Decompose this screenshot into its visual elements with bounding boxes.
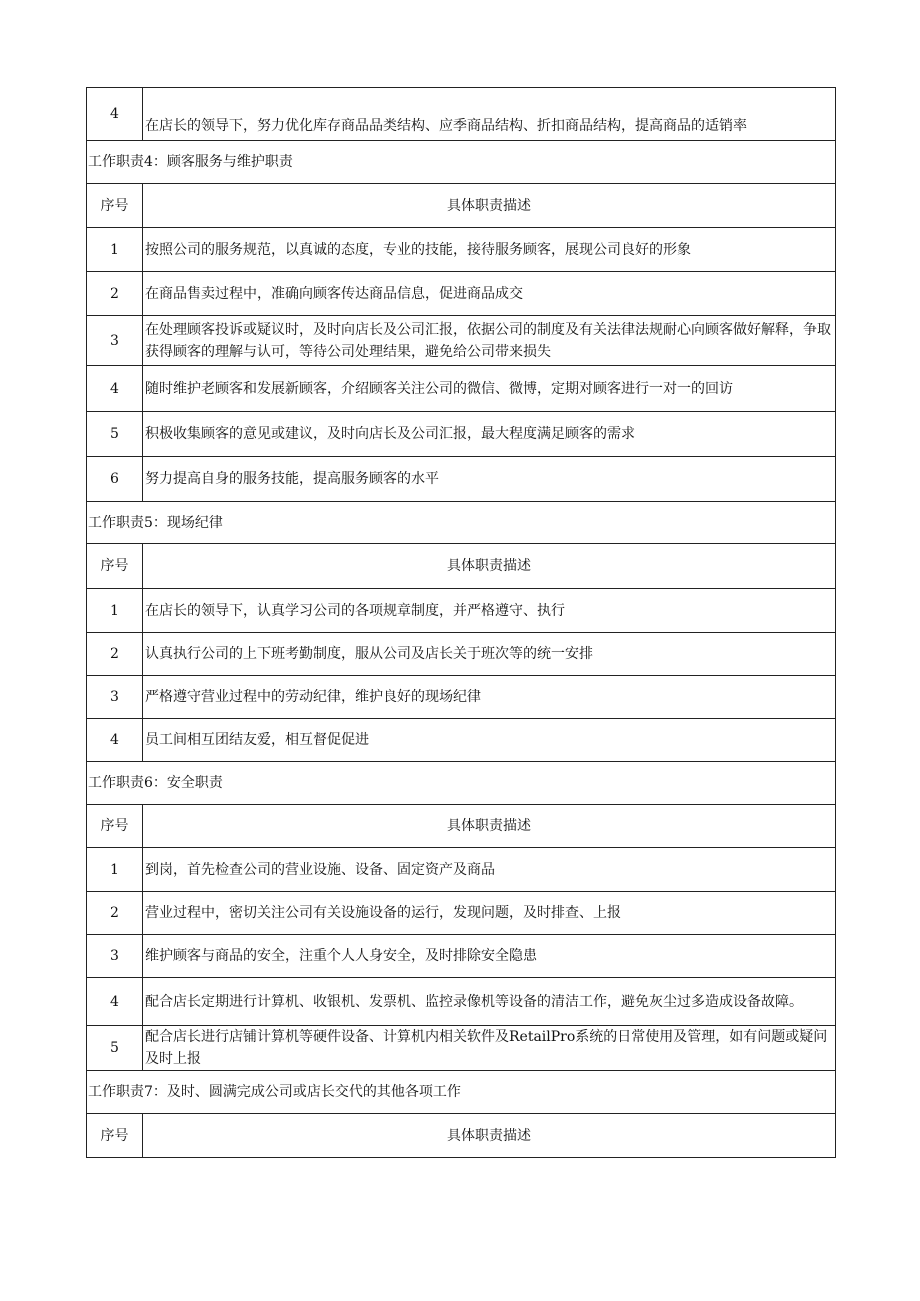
column-header-description: 具体职责描述 [143,805,836,848]
row-number: 2 [87,892,143,935]
table-row [87,272,836,316]
section-title-row [87,1071,836,1114]
row-number: 1 [87,589,143,633]
table-row [87,366,836,412]
row-number: 1 [87,228,143,272]
table-row [87,848,836,892]
duties-table-body [87,88,836,1158]
row-description: 随时维护老顾客和发展新顾客，介绍顾客关注公司的微信、微博，定期对顾客进行一对一的回访 [143,366,836,412]
column-header-description: 具体职责描述 [143,544,836,589]
table-row [87,228,836,272]
duties-table [86,87,836,1158]
row-number: 3 [87,676,143,719]
column-header-description: 具体职责描述 [143,184,836,228]
row-description: 认真执行公司的上下班考勤制度，服从公司及店长关于班次等的统一安排 [143,633,836,676]
row-description: 配合店长定期进行计算机、收银机、发票机、监控录像机等设备的清洁工作，避免灰尘过多造成设备故障。 [143,978,836,1026]
column-header-description: 具体职责描述 [143,1114,836,1158]
row-description: 努力提高自身的服务技能，提高服务顾客的水平 [143,457,836,502]
column-header-row [87,805,836,848]
table-row [87,589,836,633]
table-row [87,457,836,502]
row-number: 1 [87,848,143,892]
row-description: 在店长的领导下，认真学习公司的各项规章制度，并严格遵守、执行 [143,589,836,633]
row-description: 员工间相互团结友爱，相互督促促进 [143,719,836,762]
row-description: 配合店长进行店铺计算机等硬件设备、计算机内相关软件及RetailPro系统的日常使用及管理，如有问题或疑问及时上报 [143,1026,836,1071]
row-number: 4 [87,88,143,141]
row-number: 3 [87,935,143,978]
row-number: 5 [87,1026,143,1071]
section-title-row [87,502,836,544]
table-row [87,978,836,1026]
section-title: 工作职责6：安全职责 [87,762,836,805]
row-description: 维护顾客与商品的安全，注重个人人身安全，及时排除安全隐患 [143,935,836,978]
row-number: 4 [87,719,143,762]
column-header-number: 序号 [87,805,143,848]
row-description: 严格遵守营业过程中的劳动纪律，维护良好的现场纪律 [143,676,836,719]
row-description: 在店长的领导下，努力优化库存商品品类结构、应季商品结构、折扣商品结构，提高商品的适销率 [143,88,836,141]
row-number: 2 [87,633,143,676]
column-header-row [87,184,836,228]
section-title: 工作职责5：现场纪律 [87,502,836,544]
section-title-row [87,762,836,805]
table-row [87,412,836,457]
row-number: 6 [87,457,143,502]
row-description: 在商品售卖过程中，准确向顾客传达商品信息，促进商品成交 [143,272,836,316]
column-header-row [87,1114,836,1158]
table-row [87,633,836,676]
row-description: 营业过程中，密切关注公司有关设施设备的运行，发现问题，及时排查、上报 [143,892,836,935]
row-description: 积极收集顾客的意见或建议，及时向店长及公司汇报，最大程度满足顾客的需求 [143,412,836,457]
table-row [87,88,836,141]
table-row [87,935,836,978]
table-row [87,1026,836,1071]
row-number: 4 [87,366,143,412]
column-header-number: 序号 [87,1114,143,1158]
table-row [87,719,836,762]
table-row [87,316,836,366]
row-number: 5 [87,412,143,457]
section-title: 工作职责7：及时、圆满完成公司或店长交代的其他各项工作 [87,1071,836,1114]
table-row [87,892,836,935]
section-title: 工作职责4：顾客服务与维护职责 [87,141,836,184]
row-number: 4 [87,978,143,1026]
column-header-number: 序号 [87,184,143,228]
table-row [87,676,836,719]
section-title-row [87,141,836,184]
row-number: 2 [87,272,143,316]
row-description: 在处理顾客投诉或疑议时，及时向店长及公司汇报，依据公司的制度及有关法律法规耐心向顾客做好解释，争取获得顾客的理解与认可，等待公司处理结果，避免给公司带来损失 [143,316,836,366]
row-description: 按照公司的服务规范，以真诚的态度，专业的技能，接待服务顾客，展现公司良好的形象 [143,228,836,272]
row-description: 到岗，首先检查公司的营业设施、设备、固定资产及商品 [143,848,836,892]
column-header-row [87,544,836,589]
row-number: 3 [87,316,143,366]
column-header-number: 序号 [87,544,143,589]
